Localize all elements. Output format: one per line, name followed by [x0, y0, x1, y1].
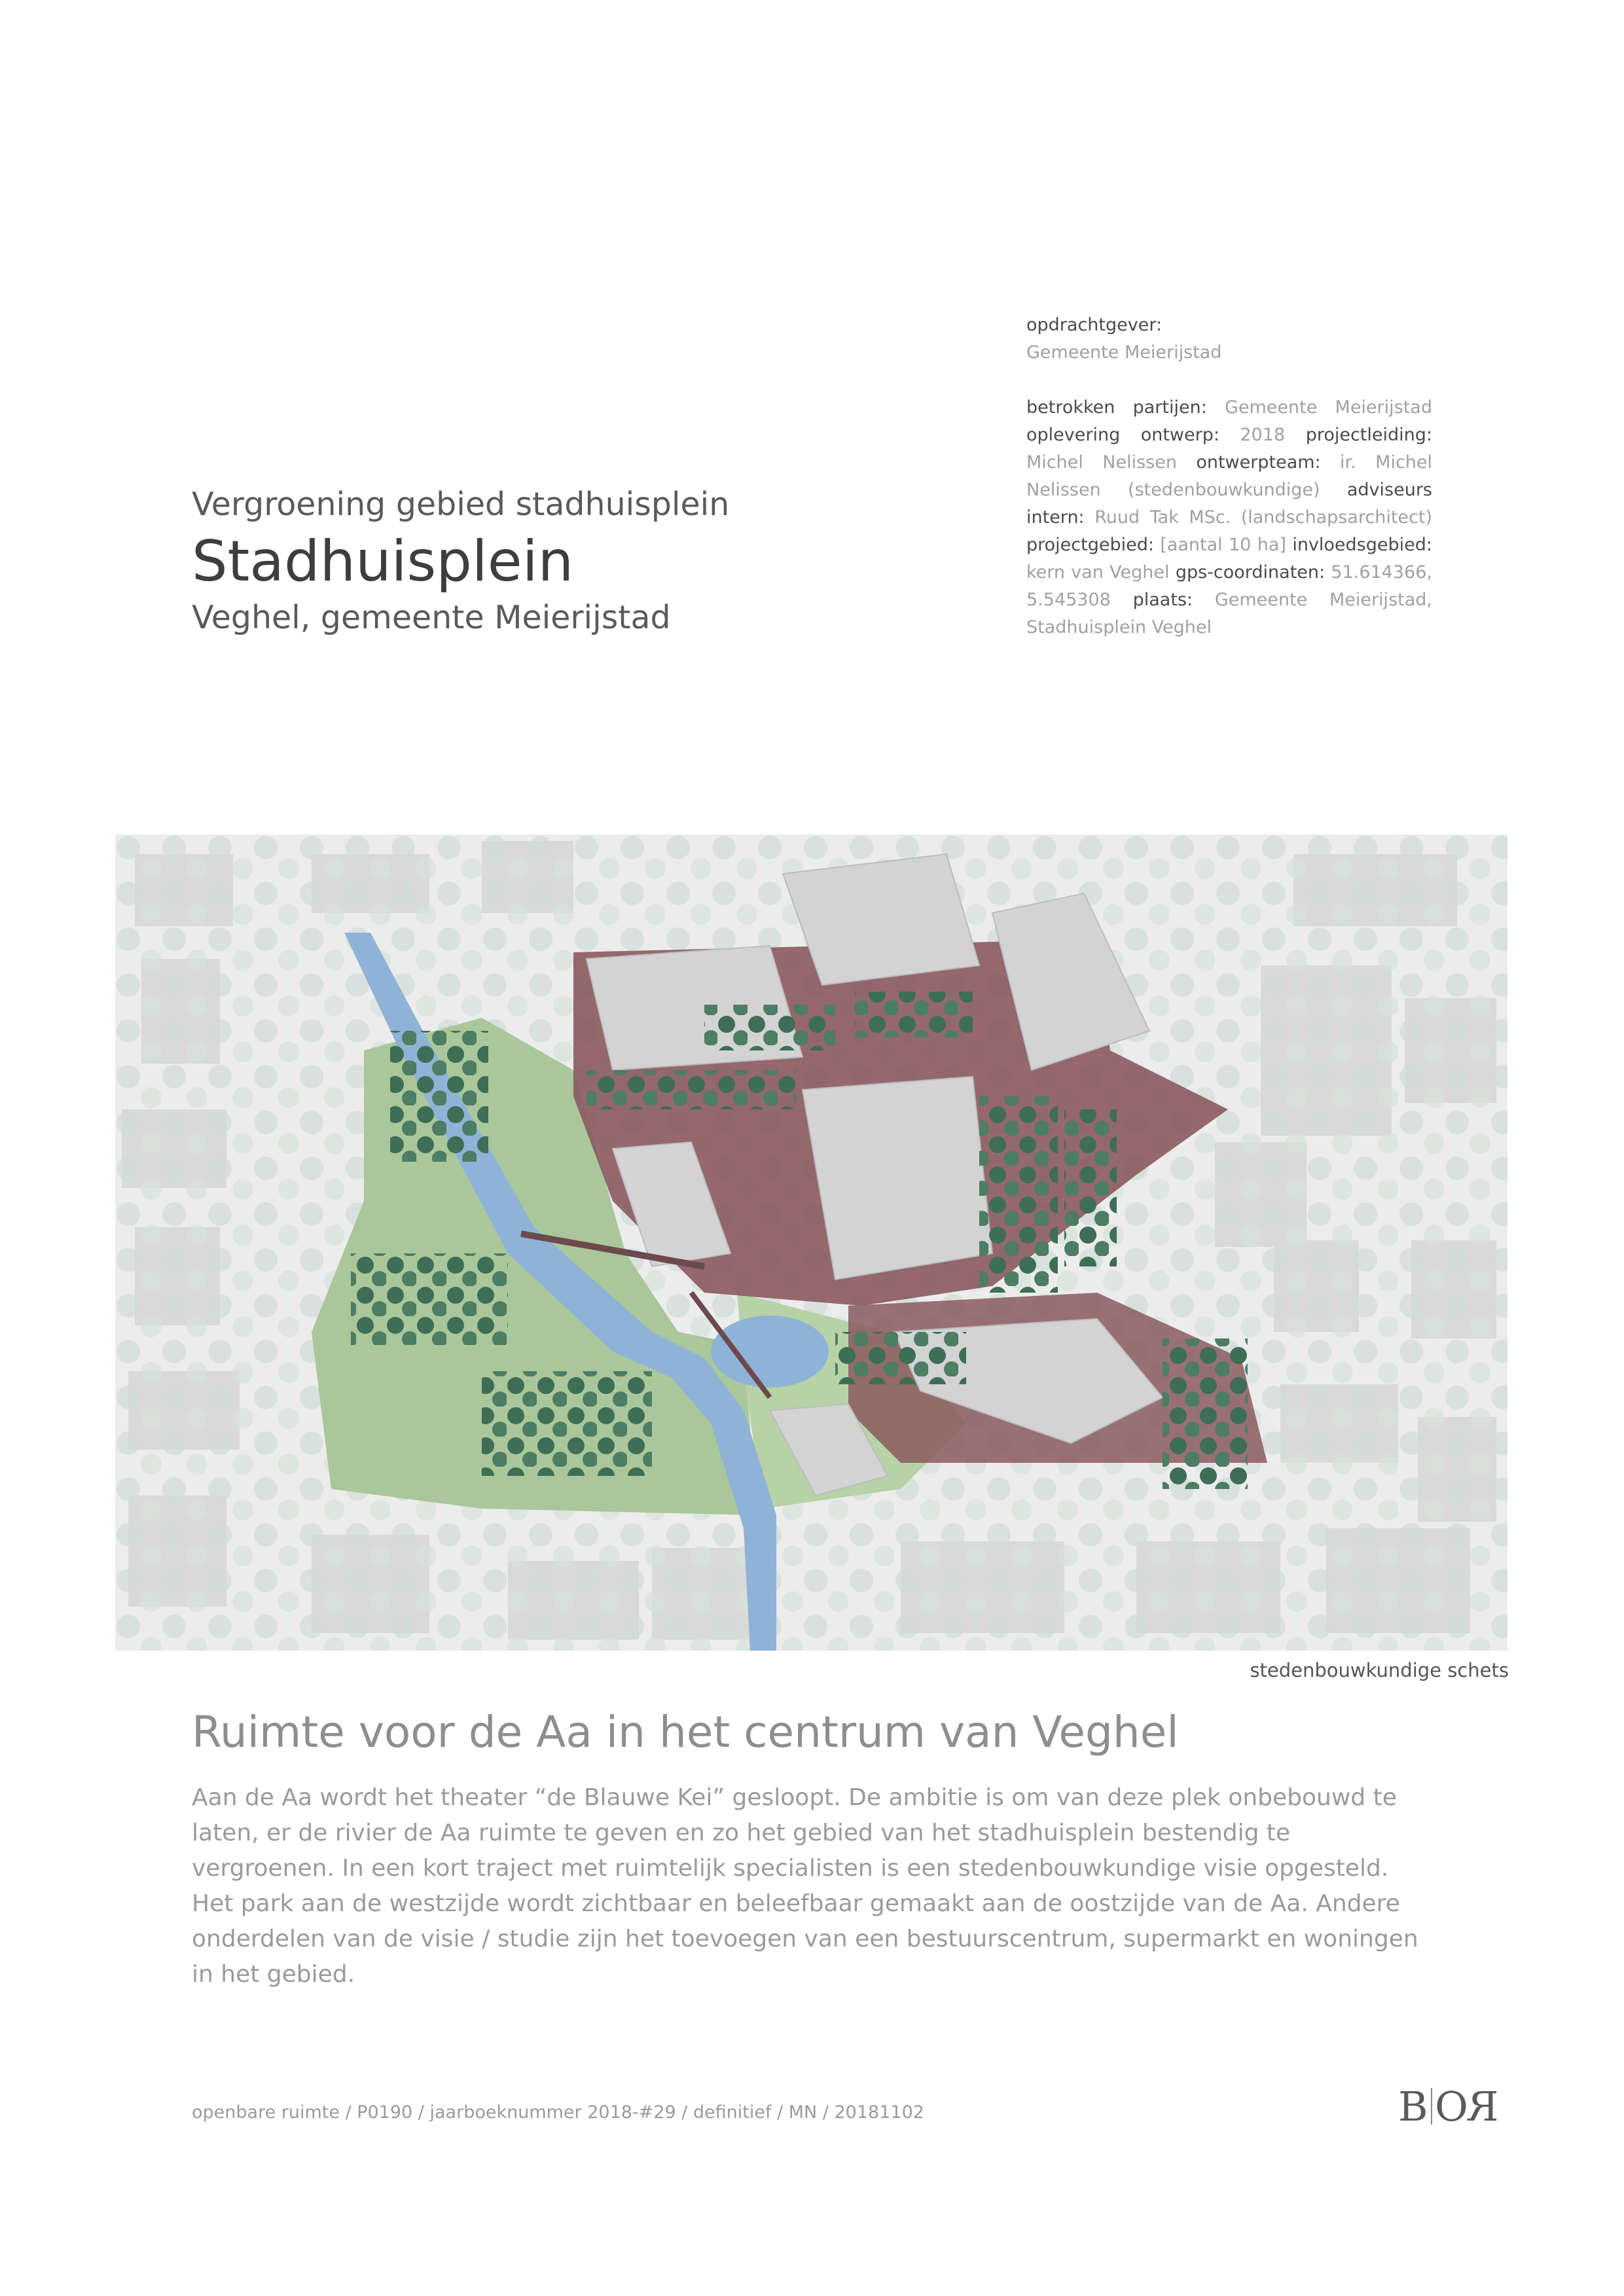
- client-block: [1026, 312, 1432, 367]
- project-title: Stadhuisplein: [192, 529, 574, 594]
- detail-label: betrokken partijen:: [1026, 397, 1207, 418]
- detail-label: projectgebied:: [1026, 535, 1154, 555]
- detail-value: Ruud Tak MSc. (landschapsarchitect): [1094, 507, 1432, 528]
- project-details: [1026, 394, 1432, 641]
- project-info: [1026, 312, 1432, 641]
- detail-label: projectleiding:: [1305, 425, 1432, 445]
- client-label: opdrachtgever:: [1026, 315, 1163, 335]
- detail-value: ir. Michel Nelissen (stedenbouwkundige): [1026, 452, 1433, 500]
- detail-value: Gemeente Meierijstad, Stadhuisplein Veghel: [1026, 590, 1432, 637]
- urban-design-sketch: [115, 834, 1507, 1651]
- logo-letters-ro: RO: [1434, 2082, 1499, 2130]
- project-subtitle: Vergroening gebied stadhuisplein: [192, 486, 730, 523]
- footer-reference: openbare ruimte / P0190 / jaarboeknummer 2018-#29 / definitief / MN / 20181102: [192, 2102, 924, 2123]
- detail-label: plaats:: [1132, 590, 1193, 610]
- detail-value: [aantal 10 ha]: [1160, 535, 1286, 555]
- detail-label: ontwerpteam:: [1196, 452, 1321, 473]
- detail-value: 2018: [1240, 425, 1286, 445]
- project-location: Veghel, gemeente Meierijstad: [192, 599, 671, 636]
- article-heading: Ruimte voor de Aa in het centrum van Veghel: [192, 1707, 1179, 1757]
- detail-value: 51.614366, 5.545308: [1026, 562, 1432, 610]
- logo-letter-b: B: [1398, 2082, 1428, 2130]
- bro-logo: [1398, 2082, 1509, 2130]
- detail-label: invloedsgebied:: [1292, 535, 1432, 555]
- article-body: Aan de Aa wordt het theater “de Blauwe Kei” gesloopt. De ambitie is om van deze plek onbebouwd te laten, er de rivier de Aa ruimte te geven en zo het gebied van het stadhuisplein bestendig te vergroenen. In een kort traject met ruimtelijk specialisten is een stedenbouwkundige visie opgesteld. Het park aan de westzijde wordt zichtbaar en beleefbaar gemaakt aan de oostzijde van de Aa. Andere onderdelen van de visie / studie zijn het toevoegen van een bestuurscentrum, supermarkt en woningen in het gebied.: [192, 1784, 1418, 1988]
- detail-label: oplevering ontwerp:: [1026, 425, 1219, 445]
- client-value: Gemeente Meierijstad: [1026, 342, 1222, 363]
- detail-value: Gemeente Meierijstad: [1224, 397, 1432, 418]
- detail-value: Michel Nelissen: [1026, 452, 1177, 473]
- logo-separator: [1431, 2088, 1432, 2125]
- map-caption: stedenbouwkundige schets: [1250, 1659, 1509, 1681]
- detail-value: kern van Veghel: [1026, 562, 1170, 583]
- detail-label: gps-coordinaten:: [1175, 562, 1326, 583]
- pond: [711, 1316, 829, 1388]
- detail-label: adviseurs intern:: [1026, 480, 1432, 528]
